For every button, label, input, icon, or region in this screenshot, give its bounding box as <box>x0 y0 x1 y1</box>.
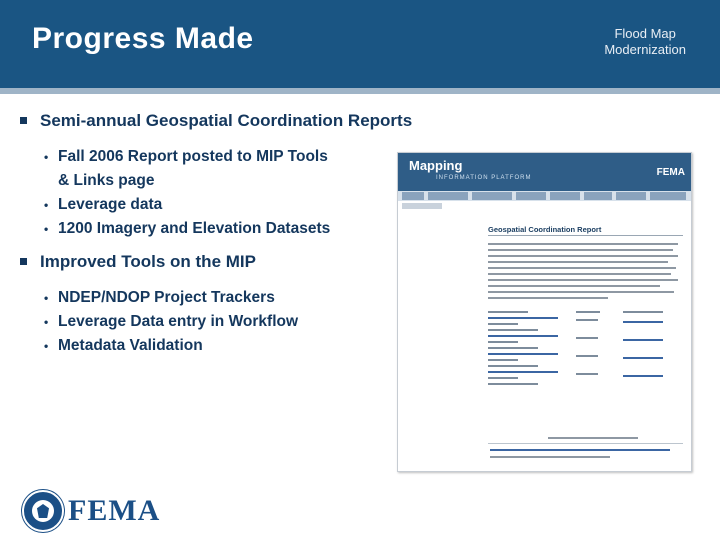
sub-bullet-text: Metadata Validation <box>58 337 203 354</box>
dot-bullet-icon: • <box>44 150 49 164</box>
screenshot-brand: FEMA <box>656 167 685 178</box>
sub-bullet-text: Leverage data <box>58 196 163 213</box>
dot-bullet-icon: • <box>44 198 49 212</box>
square-bullet-icon <box>20 258 27 265</box>
sub-bullet-text: & Links page <box>58 172 155 189</box>
screenshot-breadcrumb <box>402 203 442 209</box>
screenshot-page-heading: Geospatial Coordination Report <box>488 225 602 234</box>
header-rule <box>0 88 720 94</box>
sub-bullet-text: Fall 2006 Report posted to MIP Tools <box>58 148 328 165</box>
program-name-line-2: Modernization <box>604 42 686 57</box>
sub-bullet-text: 1200 Imagery and Elevation Datasets <box>58 220 331 237</box>
program-name <box>604 26 686 58</box>
screenshot-footer-rule <box>488 443 683 444</box>
screenshot-banner-title: Mapping <box>409 158 463 173</box>
screenshot-nav-bar <box>398 191 691 201</box>
bullet-1-text: Semi-annual Geospatial Coordination Reports <box>40 111 413 130</box>
screenshot-banner <box>398 153 691 191</box>
dhs-seal-icon <box>22 490 64 532</box>
dot-bullet-icon: • <box>44 315 49 329</box>
bullet-2-text: Improved Tools on the MIP <box>40 252 256 271</box>
dot-bullet-icon: • <box>44 291 49 305</box>
mip-page-screenshot <box>397 152 692 472</box>
screenshot-heading-rule <box>488 235 683 236</box>
program-name-line-1: Flood Map <box>614 26 676 41</box>
screenshot-banner-subtitle: INFORMATION PLATFORM <box>436 175 532 181</box>
dot-bullet-icon: • <box>44 339 49 353</box>
bullet-1 <box>20 110 480 132</box>
slide-title: Progress Made <box>32 22 254 55</box>
dot-bullet-icon: • <box>44 222 49 236</box>
slide-header <box>0 0 720 88</box>
sub-bullet-text: NDEP/NDOP Project Trackers <box>58 289 275 306</box>
fema-wordmark: FEMA <box>68 494 161 527</box>
square-bullet-icon <box>20 117 27 124</box>
sub-bullet-text: Leverage Data entry in Workflow <box>58 313 299 330</box>
